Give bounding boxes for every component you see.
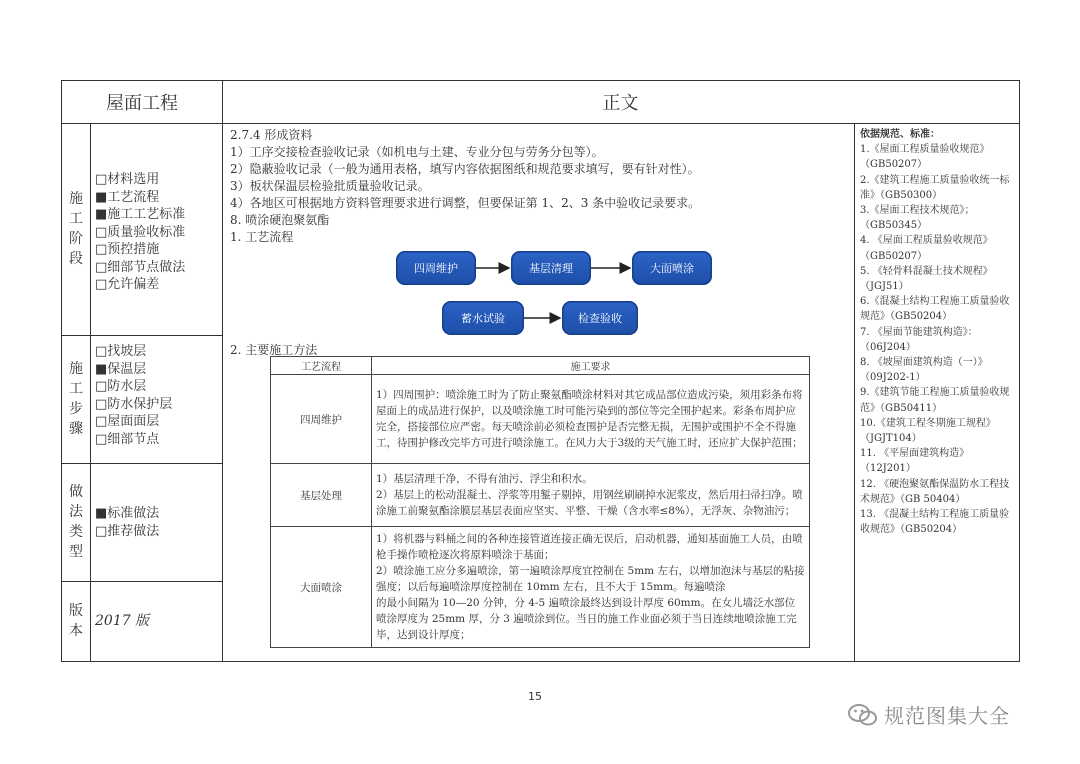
reference-item: 12. 《硬泡聚氨酯保温防水工程技术规范》（GB 50404） — [860, 478, 1010, 505]
table-header: 工艺流程 — [271, 357, 372, 375]
table-step: 四周维护 — [271, 375, 372, 464]
header-right-title: 正文 — [602, 93, 639, 114]
option-detail[interactable]: □细部节点 — [95, 431, 160, 447]
page-frame — [61, 80, 1020, 662]
flow-box-base-clean: 基层清理 — [511, 251, 591, 285]
phase-char: 骤 — [69, 421, 83, 437]
version-label: 2017 版 — [95, 613, 150, 629]
option-roof-surface[interactable]: □屋面面层 — [95, 414, 160, 429]
subsection-heading: 8. 喷涂硬泡聚氨酯 — [230, 213, 330, 227]
phase-char: 型 — [69, 544, 83, 560]
option-tolerance[interactable]: □允许偏差 — [95, 277, 160, 292]
phase-char: 类 — [69, 524, 83, 540]
phase-char: 工 — [69, 381, 83, 397]
table-text: 1）四周围护：喷涂施工时为了防止聚氨酯喷涂材料对其它成品部位造成污染，须用彩条布将屋面上的成品进行保护，以及喷涂施工时可能污染到的部位等完全围护起来。彩条布周护应完全，搭接部位应严密。每天喷涂前必须检查围护是否完整无损，无围护或围护不全不得施工，待围护修改完毕方可进行喷涂施工。在风力大于3级的天气施工时，还应扩大保护范围； — [372, 375, 810, 464]
option-precontrol[interactable]: □预控措施 — [95, 242, 160, 257]
phase-char: 施 — [69, 191, 83, 207]
flow-box-water-test: 蓄水试验 — [442, 301, 524, 335]
table-row — [271, 375, 810, 464]
flow-box-spray: 大面喷涂 — [632, 251, 712, 285]
option-waterproof-protect[interactable]: □防水保护层 — [95, 396, 173, 412]
phase-char: 段 — [69, 251, 83, 267]
page-number: 15 — [528, 690, 542, 703]
option-recommended-method[interactable]: □推荐做法 — [95, 523, 160, 539]
option-process-flow[interactable]: ■工艺流程 — [95, 189, 160, 205]
table-step: 大面喷涂 — [271, 527, 372, 648]
reference-item: 8. 《坡屋面建筑构造（一）》（09J202-1） — [860, 357, 988, 384]
table-step: 基层处理 — [271, 464, 372, 527]
reference-item: 10.《建筑工程冬期施工规程》（JGJT104） — [860, 417, 996, 445]
process-flow-heading: 1. 工艺流程 — [230, 230, 294, 244]
reference-item: 2.《建筑工程施工质量验收统一标准》（GB50300） — [860, 174, 1010, 201]
table-row — [271, 527, 810, 648]
wechat-icon — [848, 703, 878, 727]
text-line: 2）隐蔽验收记录（一般为通用表格，填写内容依据图纸和规范要求填写，要有针对性）。 — [230, 162, 700, 176]
option-detail-node[interactable]: □细部节点做法 — [95, 259, 186, 275]
reference-item: 4. 《屋面工程质量验收规范》（GB50207） — [860, 235, 993, 262]
method-table — [270, 356, 810, 648]
flow-box-inspect: 检查验收 — [562, 301, 638, 335]
table-row — [271, 464, 810, 527]
option-slope-layer[interactable]: □找坡层 — [95, 344, 147, 359]
table-header-row — [271, 357, 810, 375]
phase-char: 阶 — [69, 231, 83, 247]
reference-item: 11. 《平屋面建筑构造》（12J201） — [860, 448, 970, 475]
flow-box-perimeter: 四周维护 — [396, 251, 476, 285]
reference-item: 7. 《屋面节能建筑构造》：（06J204） — [860, 326, 978, 353]
references-panel — [860, 127, 1010, 537]
methods-heading: 2. 主要施工方法 — [230, 343, 318, 357]
reference-item: 1.《屋面工程质量验收规范》（GB50207） — [860, 144, 990, 171]
option-material[interactable]: □材料选用 — [95, 172, 160, 187]
option-waterproof-layer[interactable]: □防水层 — [95, 379, 147, 394]
reference-item: 5. 《轻骨料混凝土技术规程》（JGJ51） — [860, 265, 993, 293]
phase-char: 版 — [69, 603, 83, 619]
option-process-standard[interactable]: ■施工工艺标准 — [95, 207, 186, 222]
phase-char: 本 — [69, 623, 83, 639]
references-title: 依据规范、标准： — [860, 129, 940, 140]
option-standard-method[interactable]: ■标准做法 — [95, 506, 160, 521]
phase-char: 工 — [69, 211, 83, 227]
phase-char: 法 — [69, 504, 83, 520]
table-text: 1）基层清理干净，不得有油污、浮尘和积水。 2）基层上的松动混凝土、浮浆等用錾子剔掉，用钢丝刷刷掉水泥浆皮，然后用扫帚扫净。喷涂施工前聚氨酯涂膜层基层表面应坚实、平整、干燥（含水率≤8%），无浮灰、杂物油污； — [372, 464, 810, 527]
watermark — [848, 700, 1010, 729]
section-heading: 2.7.4 形成资料 — [230, 128, 313, 142]
option-insulation-layer[interactable]: ■保温层 — [95, 361, 147, 377]
reference-item: 9.《建筑节能工程施工质量验收规范》（GB50411） — [860, 387, 1010, 414]
phase-char: 做 — [69, 484, 83, 500]
table-text: 1）将机器与料桶之间的各种连接管道连接正确无误后，启动机器，通知基面施工人员，由喷枪手操作喷枪逐次将原料喷涂于基面； 2）喷涂施工应分多遍喷涂，第一遍喷涂厚度宜控制在 5mm 左右，以增加泡沫与基层的粘接强度；以后每遍喷涂厚度控制在 10mm 左右，且不大于 15mm。每遍喷涂 的最小间隔为 10—20 分钟，分 4-5 遍喷涂最终达到设计厚度 60mm。在女儿墙泛水部位喷涂厚度为 25mm 厚，分 3 遍喷涂到位。当日的施工作业面必须于当日连续地喷涂施工完毕，达到设计厚度； — [372, 527, 810, 648]
table-header: 施工要求 — [372, 357, 810, 375]
text-line: 4）各地区可根据地方资料管理要求进行调整，但要保证第 1、2、3 条中验收记录要求。 — [230, 196, 701, 210]
text-line: 3）板状保温层检验批质量验收记录。 — [230, 179, 430, 193]
header-left-title: 屋面工程 — [106, 93, 178, 114]
option-quality-standard[interactable]: □质量验收标准 — [95, 224, 186, 240]
text-line: 1）工序交接检查验收记录（如机电与土建、专业分包与劳务分包等）。 — [230, 145, 604, 159]
reference-item: 6.《混凝土结构工程施工质量验收规范》（GB50204） — [860, 296, 1010, 323]
watermark-text: 规范图集大全 — [884, 704, 1010, 728]
reference-item: 3.《屋面工程技术规范》；（GB50345） — [860, 205, 975, 232]
phase-char: 步 — [69, 401, 83, 417]
phase-char: 施 — [69, 361, 83, 377]
reference-item: 13. 《混凝土结构工程施工质量验收规范》（GB50204） — [860, 509, 1010, 536]
